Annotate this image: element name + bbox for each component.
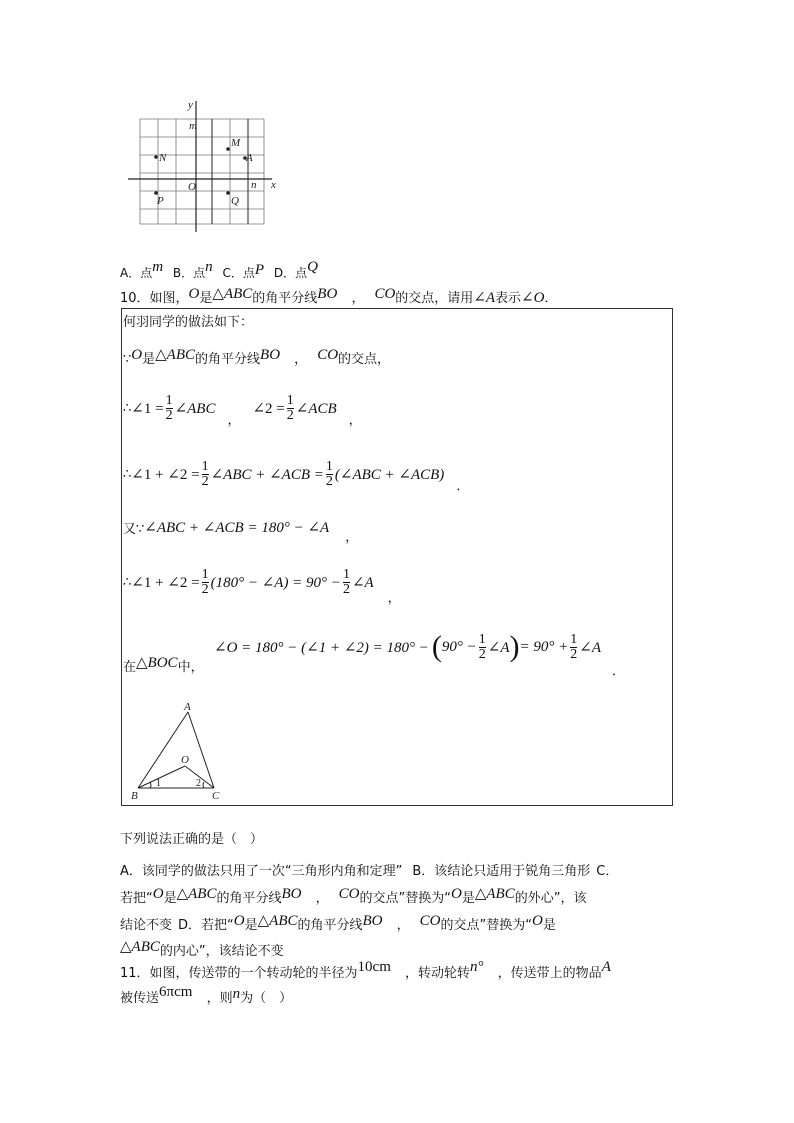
- opt-CO-1: CO: [338, 886, 360, 902]
- q10-comma: ，: [351, 291, 365, 306]
- q11-A: A: [601, 959, 611, 975]
- q11-distance: 6πcm: [159, 984, 193, 1000]
- option-a-label: A．点: [120, 266, 153, 280]
- q11-text-a: 11．如图，传送带的一个转动轮的半径为: [120, 966, 358, 981]
- label-N: N: [159, 152, 167, 164]
- frac-num: 1: [478, 631, 486, 647]
- opt-bis-2: 的角平分线: [297, 918, 363, 933]
- also-because: 又∵: [123, 522, 145, 537]
- coordinate-grid-figure: [124, 96, 284, 236]
- q9-options: [120, 259, 318, 282]
- box-bisector: 的角平分线: [195, 352, 261, 367]
- frac-num: 1: [165, 393, 173, 408]
- options-line-1: [120, 860, 618, 879]
- vertex-O: O: [181, 754, 189, 766]
- angle-label-2: 2: [196, 778, 201, 789]
- fraction-half-8: [570, 633, 577, 662]
- comma-d: ，: [387, 591, 401, 606]
- in-word: 在: [123, 660, 137, 675]
- opt-tri-3: △ABC: [257, 913, 298, 929]
- q10-angle-A: ∠A: [473, 290, 496, 306]
- frac-den: 2: [478, 646, 486, 662]
- box-line-1: 何羽同学的做法如下：: [123, 315, 254, 330]
- options-line-2: [120, 887, 586, 907]
- opt-comma-1: ，: [315, 891, 329, 906]
- big-paren-left: (: [431, 630, 442, 663]
- frac-num: 1: [342, 567, 350, 582]
- angle-A-2: ∠A: [487, 639, 510, 656]
- conclusion-unchanged: 结论不变: [120, 918, 173, 933]
- point-M: [226, 147, 230, 151]
- fraction-half-2: [287, 394, 294, 423]
- frac-den: 2: [286, 408, 294, 423]
- box-line-3: [123, 393, 362, 428]
- label-m: m: [189, 120, 197, 132]
- final-expression-2: 90° −: [441, 638, 477, 655]
- q10-CO: CO: [374, 286, 396, 302]
- because-symbol: ∵: [123, 352, 132, 367]
- opt-tri-1: △ABC: [176, 886, 217, 902]
- opt-bis-1: 的角平分线: [216, 891, 282, 906]
- frac-den: 2: [201, 474, 209, 489]
- angle-ACB: ∠ACB: [295, 401, 337, 417]
- q11-text-d: 被传送: [120, 991, 160, 1006]
- box-BO: BO: [260, 347, 281, 363]
- fraction-half-4: [326, 460, 333, 489]
- option-A: A．该同学的做法只用了一次“三角形内角和定理”: [120, 864, 403, 879]
- opt-tri-2: △ABC: [474, 886, 515, 902]
- option-d-var: Q: [307, 259, 318, 275]
- frac-num: 1: [201, 459, 209, 474]
- side-AC: [188, 712, 214, 788]
- zhong-word: 中，: [177, 660, 204, 675]
- box-triangle: △ABC: [155, 347, 196, 363]
- opt-tri-4: △ABC: [120, 939, 160, 955]
- comma-c: ，: [345, 530, 359, 545]
- q10-BO: BO: [317, 286, 338, 302]
- step-expression: (180° − ∠A) = 90° −: [210, 575, 341, 591]
- option-a-var: m: [152, 259, 164, 275]
- frac-den: 2: [570, 646, 578, 662]
- q10-triangle: △ABC: [212, 286, 253, 302]
- box-CO: CO: [317, 347, 339, 363]
- q10-intersection: 的交点，请用: [395, 291, 474, 306]
- label-n: n: [251, 179, 257, 191]
- q11-radius: 10cm: [357, 959, 391, 975]
- angle-A-3: ∠A: [579, 639, 601, 656]
- label-M: M: [231, 137, 241, 149]
- opt-is-4: 是: [542, 918, 556, 933]
- opt-O-2: O: [450, 886, 462, 902]
- grid-lines: [140, 119, 264, 224]
- q10-number: 10．如图，: [120, 291, 189, 306]
- therefore-2: ∴: [123, 467, 132, 482]
- box-O: O: [131, 347, 143, 363]
- angle-1-eq: ∠1 =: [131, 401, 164, 417]
- q11-text-b: ，转动轮转: [405, 966, 471, 981]
- q11-text-c: ，传送带上的物品: [497, 966, 602, 981]
- fraction-half-3: [202, 460, 209, 489]
- comma-b: ，: [348, 413, 362, 428]
- frac-num: 1: [325, 459, 333, 474]
- q11-n: n: [232, 986, 241, 1002]
- opt-circumcenter: 的外心”，该: [514, 891, 587, 906]
- q11-line-2: [120, 984, 293, 1007]
- label-y: y: [188, 99, 193, 111]
- angle-sum-theorem: ∠ABC + ∠ACB = 180° − ∠A: [144, 520, 330, 536]
- frac-num: 1: [570, 631, 578, 647]
- final-expression-1: ∠O = 180° − (∠1 + ∠2) = 180° −: [214, 639, 429, 656]
- q11-text-e: ，则: [206, 991, 233, 1006]
- frac-num: 1: [286, 393, 294, 408]
- opt-O-3: O: [233, 913, 245, 929]
- option-B: B．该结论只适用于锐角三角形: [412, 864, 591, 879]
- vertex-A: A: [184, 701, 191, 713]
- opt-is-3: 是: [244, 918, 258, 933]
- fraction-half-1: [166, 394, 173, 423]
- sum-expression: ∠ABC + ∠ACB =: [210, 467, 324, 483]
- triangle-BOC: △BOC: [136, 655, 178, 671]
- q10-stem: [120, 287, 557, 307]
- option-b-var: n: [205, 259, 213, 275]
- opt-replace-1: 的交点”替换为“: [359, 891, 451, 906]
- options-line-4: [120, 940, 284, 960]
- label-x: x: [271, 179, 276, 191]
- q10-end: ．: [544, 291, 558, 306]
- angle-sum-eq: ∠1 + ∠2 =: [131, 467, 200, 483]
- opt-replace-2: 的交点”替换为“: [440, 918, 532, 933]
- frac-num: 1: [201, 567, 209, 582]
- frac-den: 2: [342, 582, 350, 597]
- frac-den: 2: [165, 408, 173, 423]
- box-comma: ，: [294, 352, 308, 367]
- angle-ABC: ∠ABC: [174, 401, 216, 417]
- label-Q: Q: [231, 195, 239, 207]
- opt-CO-2: CO: [419, 913, 441, 929]
- fraction-half-6: [343, 568, 350, 597]
- opt-O-4: O: [532, 913, 543, 929]
- option-C-start: C．: [596, 864, 619, 879]
- angle-2-eq: ∠2 =: [252, 401, 285, 417]
- frac-den: 2: [325, 474, 333, 489]
- final-expression-3: = 90° +: [519, 638, 569, 655]
- opt-is-2: 是: [461, 891, 475, 906]
- option-b-label: B．点: [172, 266, 206, 280]
- angle-label-1: 1: [156, 778, 161, 789]
- label-O: O: [188, 181, 196, 193]
- therefore-3: ∴: [123, 575, 132, 590]
- sum-paren: (∠ABC + ∠ACB): [334, 467, 445, 483]
- box-line-2: [123, 348, 390, 368]
- box-line-7-formula: [214, 630, 601, 664]
- final-period: ．: [612, 664, 626, 679]
- box-line-4: [123, 459, 470, 494]
- box-is: 是: [142, 352, 156, 367]
- question-prompt: 下列说法正确的是（ ）: [120, 832, 264, 847]
- fraction-half-7: [479, 633, 486, 662]
- box-line-5: [123, 518, 359, 545]
- point-N: [154, 155, 158, 159]
- opt-comma-2: ，: [396, 918, 410, 933]
- therefore-1: ∴: [123, 401, 132, 416]
- box-line-7-prefix: [123, 656, 204, 676]
- fraction-half-5: [202, 568, 209, 597]
- label-P: P: [157, 195, 164, 207]
- angle-arc-1: [150, 782, 151, 788]
- frac-den: 2: [201, 582, 209, 597]
- options-line-3: [120, 914, 556, 934]
- replace-open-1: 若把“: [120, 891, 153, 906]
- comma-a: ，: [227, 413, 241, 428]
- opt-BO-2: BO: [362, 913, 383, 929]
- q11-n-degrees: n°: [470, 959, 484, 975]
- period-1: ．: [456, 479, 470, 494]
- q11-line-1: [120, 959, 611, 982]
- q10-O: O: [188, 286, 200, 302]
- opt-incenter: 的内心”，该结论不变: [159, 944, 284, 959]
- vertex-C: C: [212, 790, 220, 802]
- option-D-start: D．若把“: [178, 918, 234, 933]
- angle-arc-2: [203, 782, 204, 788]
- q10-is: 是: [199, 291, 213, 306]
- point-Q: [226, 191, 230, 195]
- q11-text-f: 为（ ）: [240, 991, 293, 1006]
- q10-express: 表示: [495, 291, 522, 306]
- opt-is-1: 是: [163, 891, 177, 906]
- angle-sum-eq-2: ∠1 + ∠2 =: [131, 575, 200, 591]
- q10-bisector: 的角平分线: [252, 291, 318, 306]
- opt-BO-1: BO: [281, 886, 302, 902]
- option-d-label: D．点: [273, 266, 308, 280]
- q10-angle-O: ∠O: [521, 290, 545, 306]
- box-intersection: 的交点，: [338, 352, 391, 367]
- big-paren-right: ): [509, 630, 520, 663]
- option-c-var: P: [254, 262, 265, 278]
- option-c-label: C．点: [222, 266, 255, 280]
- triangle-figure: [128, 700, 228, 804]
- vertex-B: B: [131, 790, 138, 802]
- box-line-6: [123, 567, 401, 606]
- opt-O-1: O: [152, 886, 164, 902]
- label-A: A: [246, 152, 253, 164]
- angle-A-1: ∠A: [351, 575, 374, 591]
